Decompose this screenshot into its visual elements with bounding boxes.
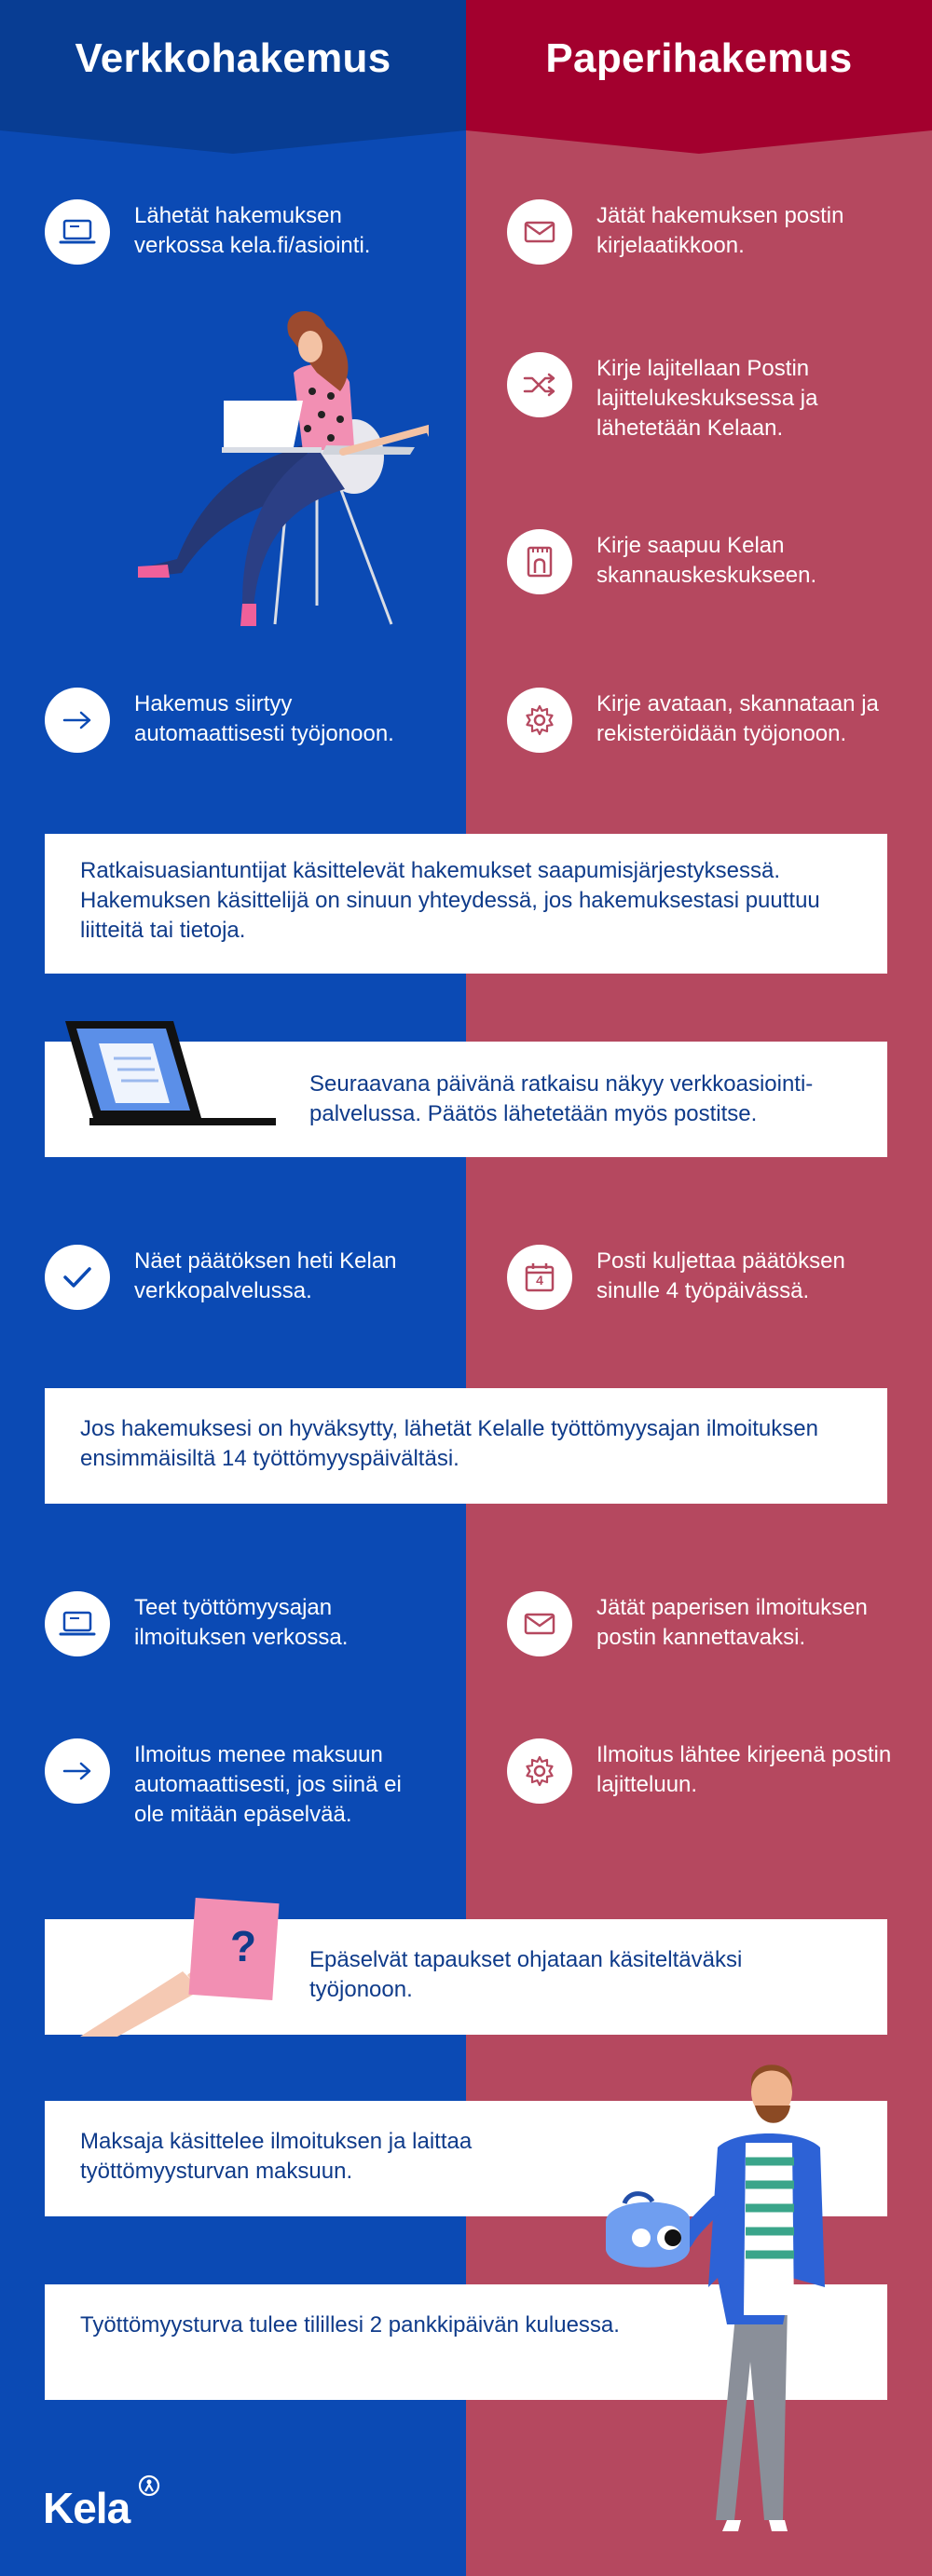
paper-step-1-text: Jätät hakemuksen postin kirjelaatikkoon. <box>596 203 844 258</box>
gear-icon <box>507 688 572 753</box>
calendar-icon <box>507 1245 572 1310</box>
online-title: Verkkohakemus <box>75 35 391 81</box>
paper-step-6-text: Jätät paperisen ilmoituksen postin kannettavaksi. <box>596 1595 868 1650</box>
envelope-icon <box>507 1591 572 1656</box>
online-step-4 <box>45 1591 436 1656</box>
scanner-icon <box>507 529 572 594</box>
paper-step-7-text: Ilmoitus lähtee kirjeenä postin lajitteluun. <box>596 1742 892 1797</box>
paper-step-1 <box>507 199 908 265</box>
info-box-processing-text: Ratkaisuasiantuntijat käsittelevät hakemukset saapumisjärjestyksessä. Hakemuksen käsittelijä on sinuun yhteydessä, jos hakemuksestasi puuttuu liitteitä tai tietoja. <box>80 858 820 943</box>
paper-step-5 <box>507 1245 908 1310</box>
online-step-5-text: Ilmoitus menee maksuun automaattisesti, jos siinä ei ole mitään epäselvää. <box>134 1742 402 1827</box>
online-step-3 <box>45 1245 436 1310</box>
info-box-payer-text: Maksaja käsittelee ilmoituksen ja laittaa työttömyysturvan maksuun. <box>80 2129 473 2184</box>
arrow-right-icon <box>45 688 110 753</box>
paper-title: Paperihakemus <box>545 35 853 81</box>
kela-logo <box>43 2483 130 2533</box>
woman-with-laptop-illustration <box>130 307 429 643</box>
online-step-1-text: Lähetät hakemuksen verkossa kela.fi/asiointi. <box>134 203 371 258</box>
online-step-2-text: Hakemus siirtyy automaattisesti työjonoon. <box>134 691 394 746</box>
man-with-wallet-illustration <box>596 2054 857 2539</box>
online-step-5 <box>45 1738 455 1830</box>
info-box-unclear-cases-text: Epäselvät tapaukset ohjataan käsiteltäväksi työjonoon. <box>309 1947 743 2002</box>
paper-step-2 <box>507 352 908 443</box>
shuffle-icon <box>507 352 572 417</box>
paper-step-7 <box>507 1738 908 1804</box>
paper-step-5-text: Posti kuljettaa päätöksen sinulle 4 työpäivässä. <box>596 1248 845 1303</box>
info-box-payment-timing-text: Työttömyysturva tulee tilillesi 2 pankkipäivän kuluessa. <box>80 2312 620 2337</box>
envelope-icon <box>507 199 572 265</box>
arrow-right-icon <box>45 1738 110 1804</box>
info-box-processing <box>45 834 887 974</box>
gear-icon <box>507 1738 572 1804</box>
laptop-icon <box>45 1591 110 1656</box>
online-step-1 <box>45 199 436 265</box>
laptop-illustration <box>62 1017 285 1129</box>
kela-logo-emblem-icon <box>138 2474 160 2497</box>
paper-step-3 <box>507 529 908 594</box>
calendar-day-number: 4 <box>536 1273 543 1288</box>
checkmark-icon <box>45 1245 110 1310</box>
paper-step-3-text: Kirje saapuu Kelan skannauskeskukseen. <box>596 533 817 588</box>
info-box-decision-online-text: Seuraavana päivänä ratkaisu näkyy verkkoasiointi-palvelussa. Päätös lähetetään myös postitse. <box>309 1071 814 1126</box>
online-step-2 <box>45 688 436 753</box>
laptop-icon <box>45 199 110 265</box>
paper-step-4 <box>507 688 917 753</box>
online-step-4-text: Teet työttömyysajan ilmoituksen verkossa. <box>134 1595 349 1650</box>
paper-step-2-text: Kirje lajitellaan Postin lajittelukeskuksessa ja lähetetään Kelaan. <box>596 356 818 441</box>
info-box-approved <box>45 1388 887 1504</box>
paper-step-4-text: Kirje avataan, skannataan ja rekisteröidään työjonoon. <box>596 691 879 746</box>
question-mark: ? <box>229 1922 257 1970</box>
info-box-approved-text: Jos hakemuksesi on hyväksytty, lähetät Kelalle työttömyysajan ilmoituksen ensimmäisiltä 14 työttömyyspäivältäsi. <box>80 1416 818 1471</box>
paper-step-6 <box>507 1591 908 1656</box>
kela-logo-text: Kela <box>43 2484 130 2532</box>
online-step-3-text: Näet päätöksen heti Kelan verkkopalvelussa. <box>134 1248 397 1303</box>
